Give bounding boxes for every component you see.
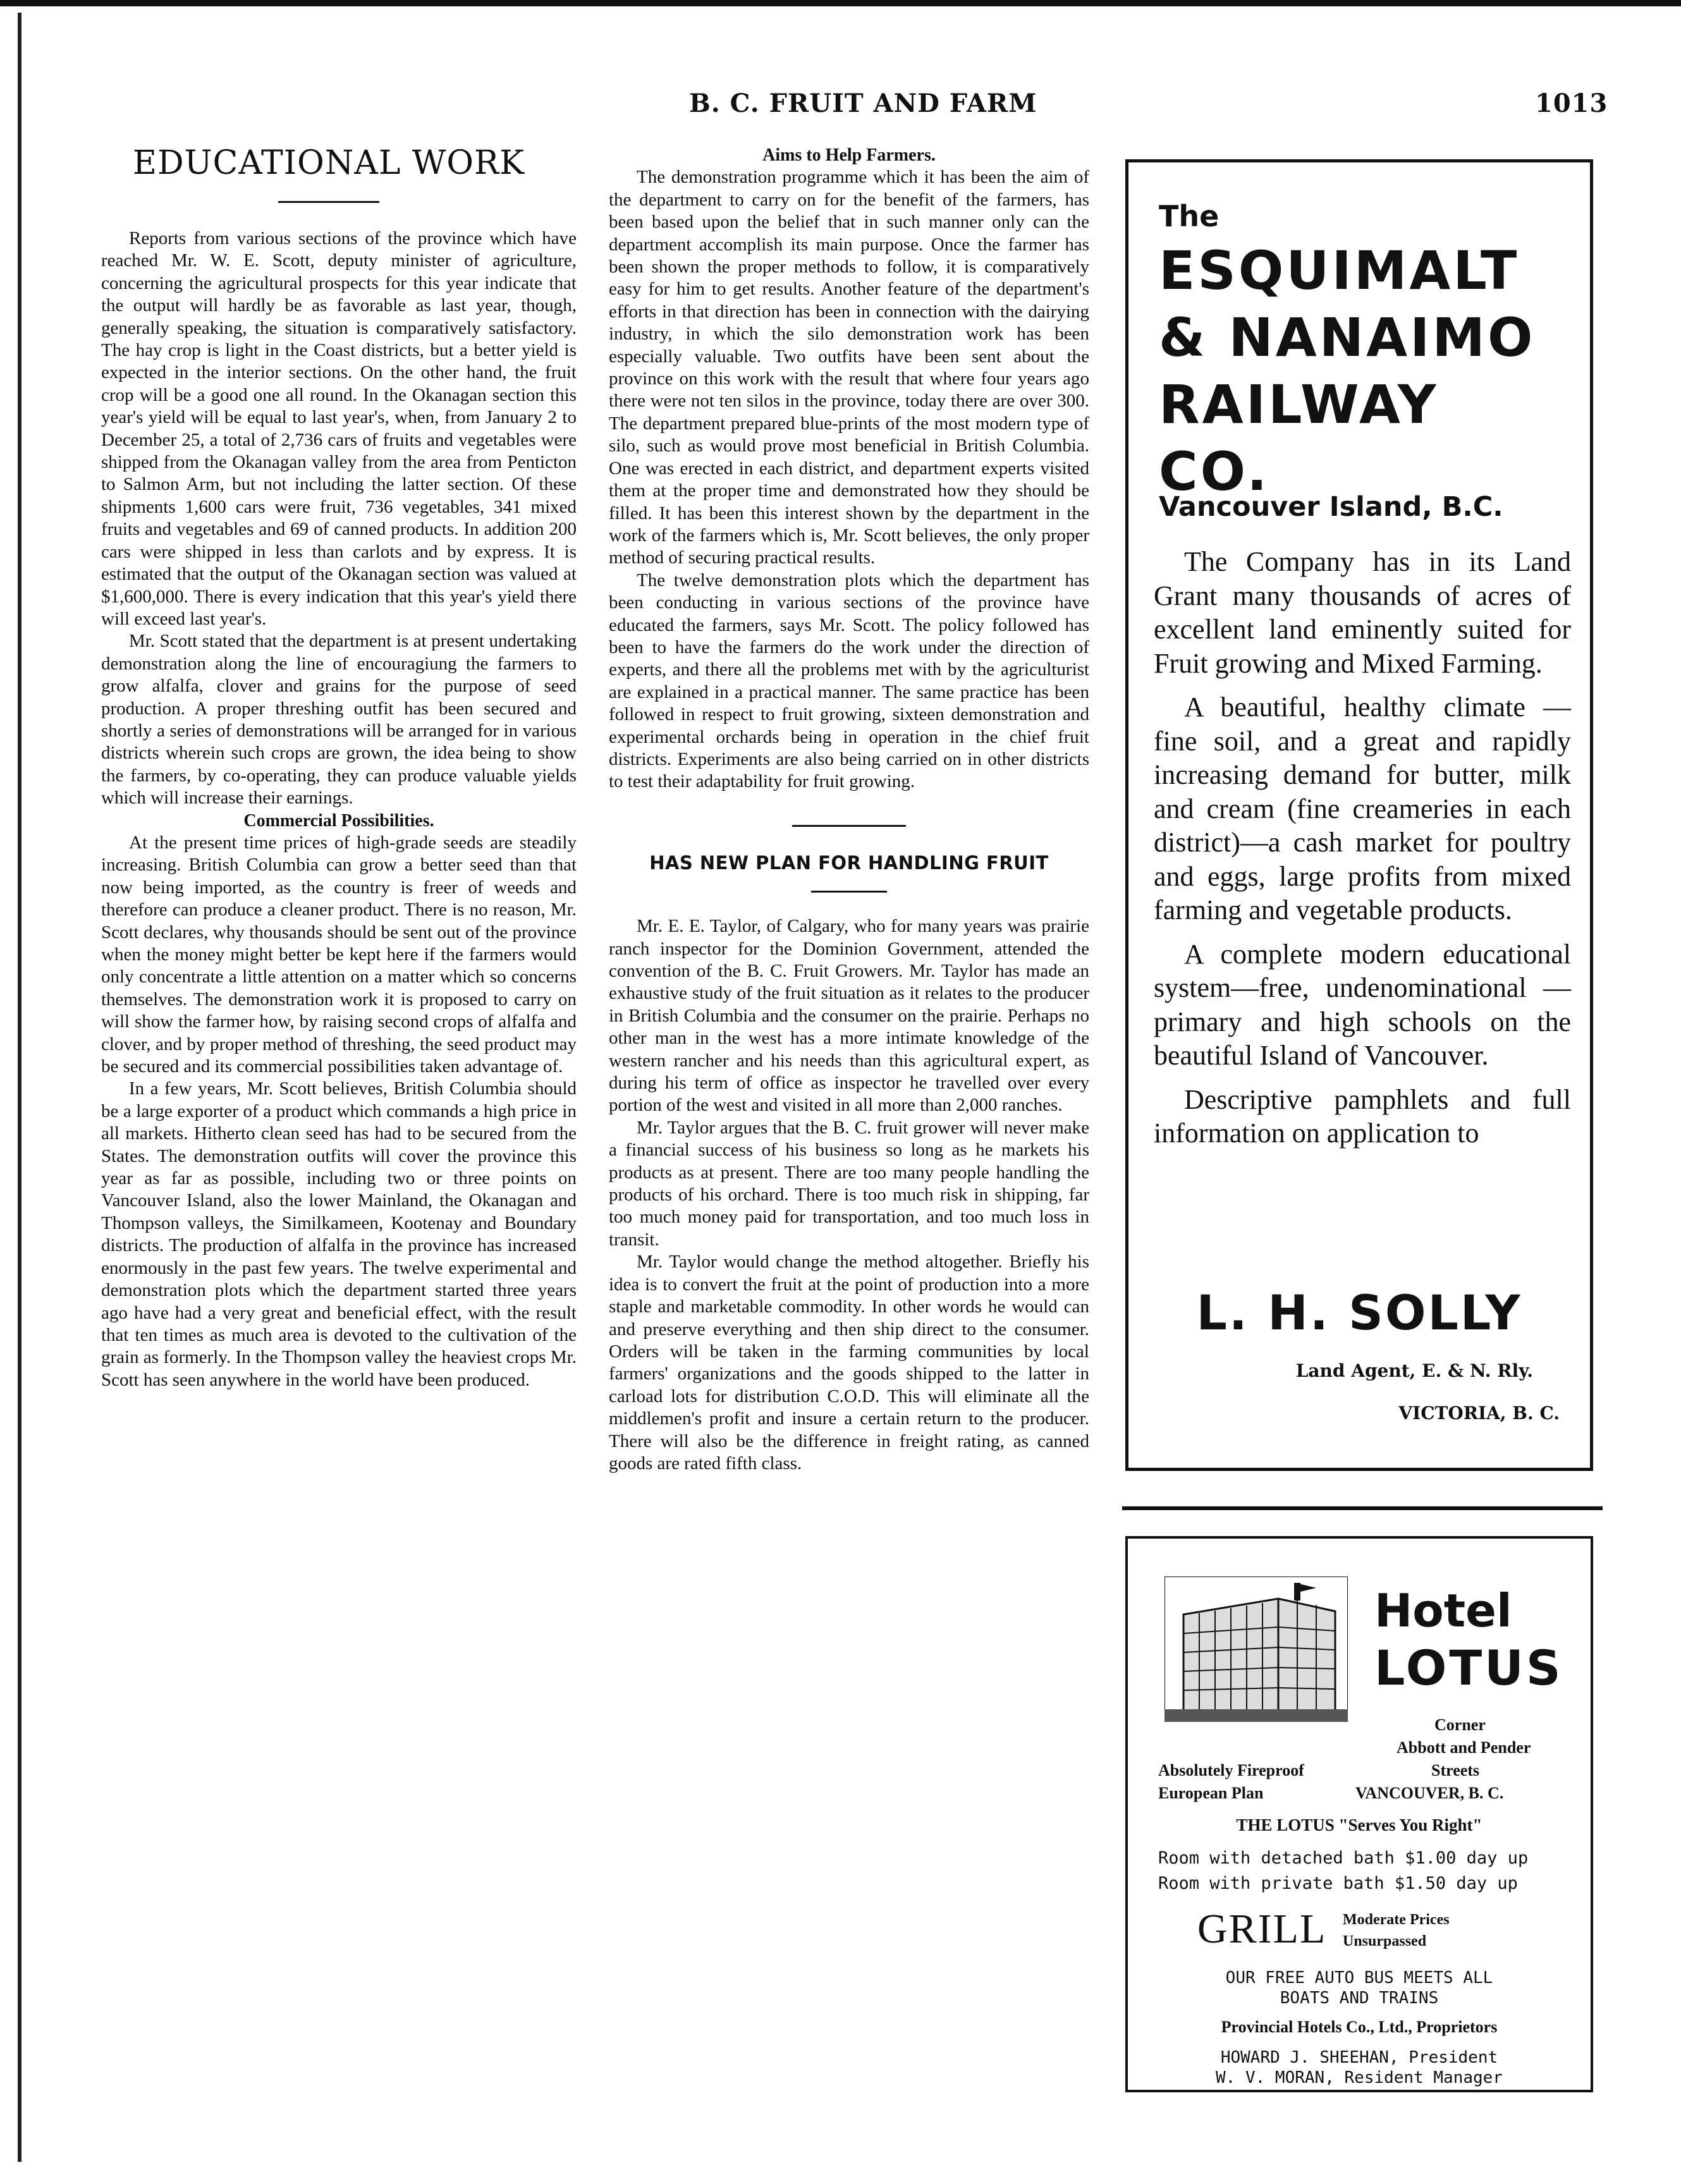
subhead-aims: Aims to Help Farmers. bbox=[762, 145, 936, 165]
headline-educational-work: EDUCATIONAL WORK bbox=[132, 144, 525, 182]
hotel-grill: GRILL bbox=[1197, 1906, 1327, 1952]
hotel-building-illustration bbox=[1164, 1577, 1348, 1722]
paragraph: Mr. Taylor would change the method altogether. Briefly his idea is to convert the fruit at the point of production into a more staple and marketable commodity. In other words he would can and preserve everything and then ship direct to the consumer. Orders will be taken in the farming communities by local farmers' organizations and the goods shipped to the latter in carload lots for distribution C.O.D. This will eliminate all the middlemen's profit and insure a certain return to the producer. There will also be the difference in freight rating, as canned goods are rated fifth class. bbox=[609, 1252, 1089, 1473]
column-1 bbox=[101, 228, 577, 1391]
hotel-fireproof: Absolutely Fireproof bbox=[1158, 1761, 1304, 1779]
hotel-address-streets: Abbott and Pender bbox=[1397, 1738, 1531, 1757]
ad-paragraph: The Company has in its Land Grant many thousands of acres of excellent land eminently suited for Fruit growing and Mixed Farming. bbox=[1154, 546, 1571, 679]
hotel-slogan: THE LOTUS "Serves You Right" bbox=[1236, 1815, 1482, 1834]
ad-location: Vancouver Island, B.C. bbox=[1159, 491, 1503, 523]
paragraph: The demonstration programme which it has been the aim of the department to carry on for the benefit of the farmers, has been based upon the belief that in such manner only can the department accomplish its main purpose. Once the farmer has been shown the proper methods to follow, it is comparatively easy for him to get results. Another feature of the department's efforts in that direction has been in connection with the dairying industry, in which the silo demonstration work has been especially valuable. Two outfits have been sent about the province on this work with the result that where four years ago there were not ten silos in the province, today there are over 300. The department prepared blue-prints of the most modern type of silo, such as would prove most beneficial in British Columbia. One was erected in each district, and department experts visited them at the proper time and demonstrated how they should be filled. It has been this interest shown by the department in the work of the farmers which is, Mr. Scott believes, the only proper method of securing practical results. bbox=[609, 167, 1089, 568]
hotel-grill-note: Moderate Prices bbox=[1343, 1912, 1450, 1928]
hotel-manager: W. V. MORAN, Resident Manager bbox=[1216, 2068, 1503, 2087]
ad-name-line: CO. bbox=[1159, 441, 1270, 503]
column-2 bbox=[609, 144, 1089, 1475]
lead-paragraph: Reports from various sections of the province which have reached Mr. W. E. Scott, deputy minister of agriculture, concerning the agricultural prospects for this year indicate that the output will hardly be as favorable as last year, though, generally speaking, the situation is comparatively satisfactory. The hay crop is light in the Coast districts, but a better yield is expected in the interior sections. On the other hand, the fruit crop will be a good one all round. In the Okanagan section this year's yield will be equal to last year's, when, from January 2 to December 25, a total of 2,736 cars of fruits and vegetables were shipped from the Okanagan valley from the area from Penticton to Salmon Arm, but not including the latter section. Of these shipments 1,600 cars were fruit, 736 vegetables, 341 mixed fruits and vegetables and 69 of canned products. In addition 200 cars were shipped in less than carlots and by express. It is estimated that the output of the Okanagan section was valued at $1,600,000. There is every indication that this year's yield there will exceed last year's. bbox=[101, 228, 577, 629]
paragraph: Mr. Taylor argues that the B. C. fruit grower will never make a financial success of his business so long as he markets his products as at present. There are too many people handling the products of his orchard. There is too much risk in shipping, far too much money paid for transportation, and too much loss in transit. bbox=[609, 1117, 1089, 1250]
running-head-title: B. C. FRUIT AND FARM bbox=[689, 88, 1037, 118]
hotel-streets: Streets bbox=[1431, 1761, 1480, 1779]
section-divider bbox=[792, 825, 906, 827]
hotel-rate-detached: Room with detached bath $1.00 day up bbox=[1158, 1848, 1529, 1868]
ad-paragraph: A beautiful, healthy climate —fine soil, and a great and rapidly increasing demand for butter, milk and cream (fine creameries in each district)—a cash market for poultry and eggs, large profits from mixed farming and vegetable products. bbox=[1154, 692, 1571, 925]
hotel-rate-private: Room with private bath $1.50 day up bbox=[1158, 1874, 1518, 1893]
headline-rule-2 bbox=[811, 891, 887, 893]
ad-separator bbox=[1122, 1506, 1603, 1510]
ad-agent-title: Land Agent, E. & N. Rly. bbox=[1295, 1360, 1533, 1381]
hotel-grill-note: Unsurpassed bbox=[1343, 1933, 1427, 1949]
hotel-name-lotus: LOTUS bbox=[1374, 1640, 1563, 1696]
hotel-president: HOWARD J. SHEEHAN, President bbox=[1220, 2048, 1498, 2067]
hotel-city: VANCOUVER, B. C. bbox=[1355, 1784, 1504, 1802]
hotel-plan: European Plan bbox=[1158, 1784, 1264, 1802]
scan-left-edge bbox=[18, 13, 21, 2162]
paragraph: At the present time prices of high-grade seeds are steadily increasing. British Columbia can grow a better seed than that now being imported, as the country is freer of weeds and therefore can produce a cleaner product. There is no reason, Mr. Scott declares, why thousands should be sent out of the province when the money might better be kept here if the farmers would only concentrate a little attention on a matter which so concerns themselves. The demonstration work it is proposed to carry on will show the farmer how, by raising second crops of alfalfa and clover, and by proper method of threshing, the seed product may be secured and its commercial possibilities taken advantage of. bbox=[101, 832, 577, 1077]
hotel-word: Hotel bbox=[1374, 1584, 1512, 1637]
paragraph: The twelve demonstration plots which the department has been conducting in various sections of the province have educated the farmers, says Mr. Scott. The policy followed has been to have the farmers do the work under the direction of experts, and there all the problems met with by the agriculturist are explained in a practical manner. The same practice has been followed in respect to fruit growing, sixteen demonstration and experimental orchards being in operation in the chief fruit districts. Experiments are also being carried on in other districts to test their adaptability for fruit growing. bbox=[609, 570, 1089, 792]
hotel-advertisement bbox=[1125, 1536, 1593, 2092]
ad-paragraph: A complete modern educational system—free, undenominational — primary and high schools on the beautiful Island of Vancouver. bbox=[1154, 938, 1571, 1071]
hotel-proprietors: Provincial Hotels Co., Ltd., Proprietors bbox=[1221, 2018, 1498, 2036]
hotel-bus-note: BOATS AND TRAINS bbox=[1280, 1989, 1439, 2008]
top-border-rule bbox=[0, 0, 1681, 6]
ad-name-line: ESQUIMALT bbox=[1159, 240, 1520, 302]
ad-company-name bbox=[1159, 237, 1535, 505]
hotel-bus-note: OUR FREE AUTO BUS MEETS ALL bbox=[1225, 1968, 1493, 1987]
hotel-corner: Corner bbox=[1434, 1716, 1486, 1734]
paragraph: Mr. Scott stated that the department is at present undertaking demonstration along the line of encouragiung the farmers to grow alfalfa, clover and grains for the purpose of seed production. A proper threshing outfit has been secured and shortly a series of demonstrations will be arranged for in various districts wherein such crops are grown, the idea being to show the farmers, by co-operating, they can produce valuable yields which will increase their earnings. bbox=[101, 631, 577, 808]
page-number: 1013 bbox=[1535, 88, 1608, 118]
paragraph: Mr. E. E. Taylor, of Calgary, who for many years was prairie ranch inspector for the Dominion Government, attended the convention of the B. C. Fruit Growers. Mr. Taylor has made an exhaustive study of the fruit situation as it relates to the producer in British Columbia and the consumer on the prairie. Perhaps no other man in the west has a more intimate knowledge of the western rancher and his needs than this agricultural expert, as during his term of office as inspector he travelled over every portion of the west and visited in all more than 2,000 ranches. bbox=[609, 916, 1089, 1116]
ad-body bbox=[1154, 545, 1571, 1161]
ad-the: The bbox=[1159, 199, 1219, 233]
headline-rule bbox=[278, 201, 379, 203]
headline-new-plan: HAS NEW PLAN FOR HANDLING FRUIT bbox=[649, 851, 1049, 874]
ad-paragraph: Descriptive pamphlets and full information on application to bbox=[1154, 1083, 1571, 1149]
ad-name-line: RAILWAY bbox=[1159, 374, 1439, 436]
railway-advertisement bbox=[1125, 159, 1593, 1471]
ad-agent-city: VICTORIA, B. C. bbox=[1398, 1403, 1560, 1424]
ad-name-line: & NANAIMO bbox=[1159, 307, 1536, 369]
paragraph: In a few years, Mr. Scott believes, British Columbia should be a large exporter of a product which commands a high price in all markets. Hitherto clean seed has had to be secured from the States. The demonstration outfits will cover the province this year as far as possible, including two or three points on Vancouver Island, also the lower Mainland, the Okanagan and Thompson valleys, the Similkameen, Kootenay and Boundary districts. The production of alfalfa in the province has increased enormously in the past few years. The twelve experimental and demonstration plots which the department started three years ago have had a very great and beneficial effect, with the result that ten times as much area is devoted to the cultivation of the grain as formerly. In the Thompson valley the heaviest crops Mr. Scott has seen anywhere in the world have been produced. bbox=[101, 1078, 577, 1390]
ad-agent-name: L. H. SOLLY bbox=[1196, 1284, 1522, 1341]
subhead-commercial: Commercial Possibilities. bbox=[243, 810, 434, 831]
